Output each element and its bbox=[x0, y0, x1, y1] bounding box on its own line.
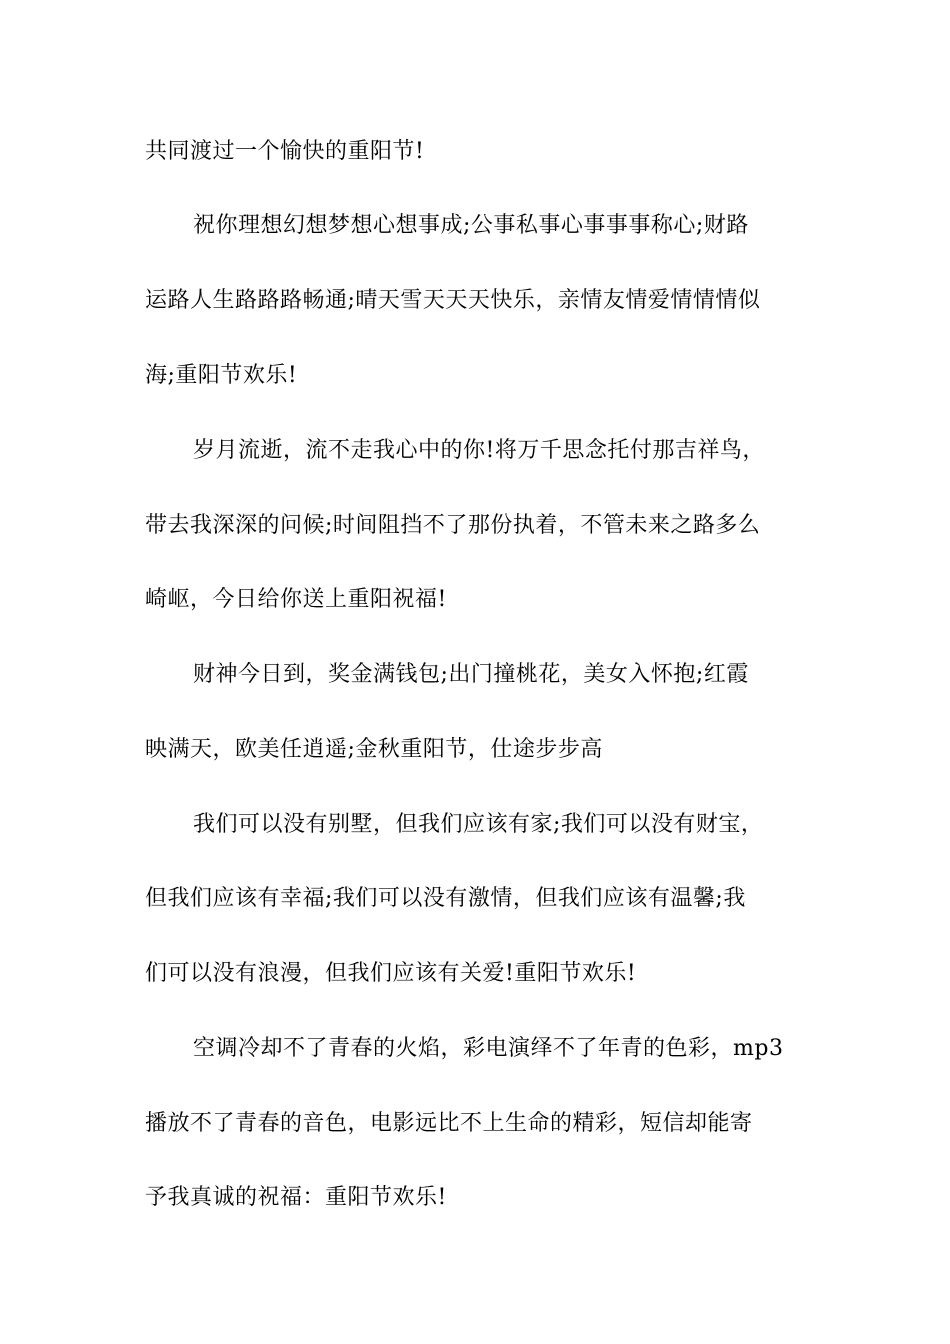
text-line: 我们可以没有别墅，但我们应该有家;我们可以没有财宝， bbox=[193, 812, 764, 837]
text-line: 共同渡过一个愉快的重阳节! bbox=[145, 139, 425, 164]
text-line: 财神今日到，奖金满钱包;出门撞桃花，美女入怀抱;红霞 bbox=[193, 662, 749, 687]
text-line: 带去我深深的问候;时间阻挡不了那份执着，不管未来之路多么 bbox=[145, 513, 761, 538]
text-line: 们可以没有浪漫，但我们应该有关爱!重阳节欢乐! bbox=[145, 961, 637, 986]
text-line: 予我真诚的祝福：重阳节欢乐! bbox=[145, 1185, 447, 1210]
text-line: 但我们应该有幸福;我们可以没有激情，但我们应该有温馨;我 bbox=[145, 886, 746, 911]
text-line: 映满天，欧美任逍遥;金秋重阳节，仕途步步高 bbox=[145, 737, 603, 762]
text-line: 海;重阳节欢乐! bbox=[145, 363, 298, 388]
text-line: 空调冷却不了青春的火焰，彩电演绎不了年青的色彩，mp3 bbox=[193, 1036, 784, 1061]
text-line: 岁月流逝，流不走我心中的你!将万千思念托付那吉祥鸟， bbox=[193, 438, 765, 463]
text-line: 祝你理想幻想梦想心想事成;公事私事心事事事称心;财路 bbox=[193, 213, 749, 238]
text-line: 崎岖，今日给你送上重阳祝福! bbox=[145, 587, 447, 612]
text-line: 播放不了青春的音色，电影远比不上生命的精彩，短信却能寄 bbox=[145, 1111, 753, 1136]
text-line: 运路人生路路路畅通;晴天雪天天天快乐，亲情友情爱情情情似 bbox=[145, 288, 761, 313]
